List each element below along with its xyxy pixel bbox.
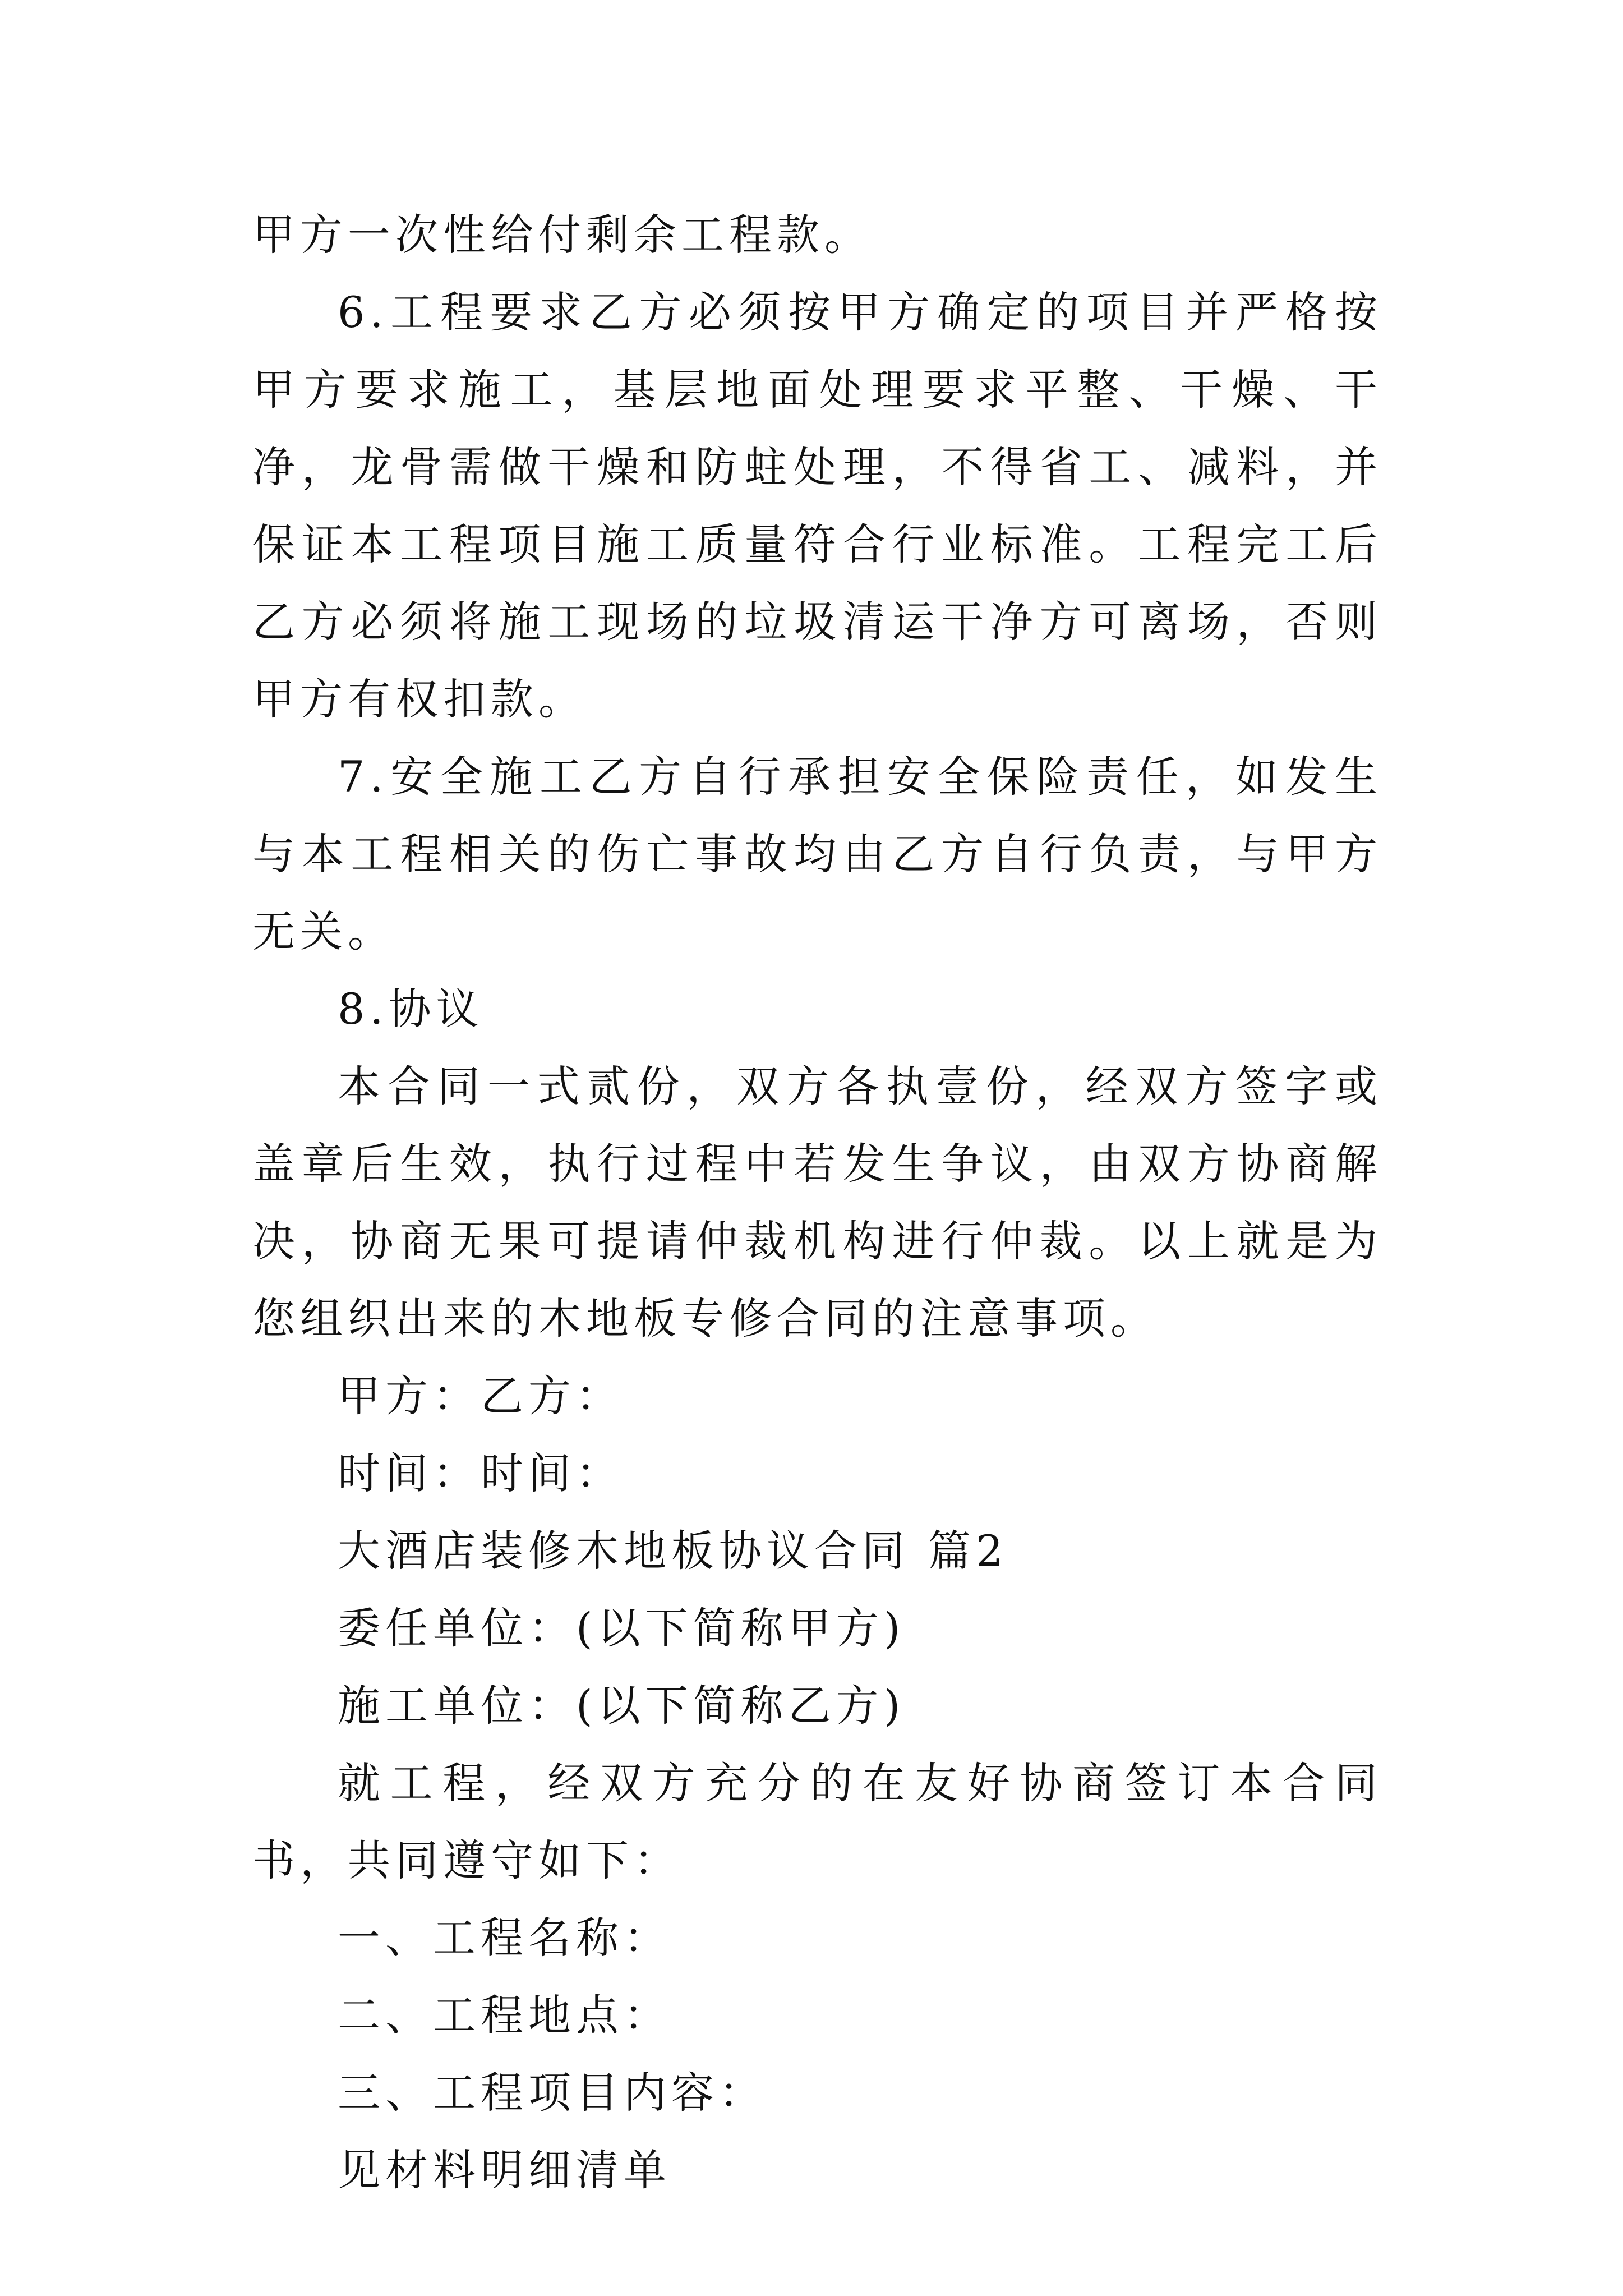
paragraph-construction-party: 施工单位：(以下简称乙方) xyxy=(338,1681,906,1731)
paragraph-item-1-name: 一、工程名称： xyxy=(338,1913,671,1963)
paragraph-material-list: 见材料明细清单 xyxy=(338,2145,671,2195)
section-title-part-2: 大酒店装修木地板协议合同 篇2 xyxy=(338,1526,1008,1576)
document-body xyxy=(252,196,1382,2209)
paragraph-item-3-content: 三、工程项目内容： xyxy=(338,2068,767,2118)
paragraph-payment-balance: 甲方一次性给付剩余工程款。 xyxy=(252,210,872,260)
paragraph-commissioning-party: 委任单位：(以下简称甲方) xyxy=(338,1603,906,1653)
paragraph-dates: 时间：时间： xyxy=(338,1448,624,1498)
paragraph-clause-8-heading: 8.协议 xyxy=(338,984,484,1034)
paragraph-clause-7-safety: 7.安全施工乙方自行承担安全保险责任，如发生与本工程相关的伤亡事故均由乙方自行负责，与甲方无关。 xyxy=(252,752,1382,956)
paragraph-clause-6-requirements: 6.工程要求乙方必须按甲方确定的项目并严格按甲方要求施工，基层地面处理要求平整、干燥、干净，龙骨需做干燥和防蛀处理，不得省工、减料，并保证本工程项目施工质量符合行业标准。工程完工后乙方必须将施工现场的垃圾清运干净方可离场，否则甲方有权扣款。 xyxy=(252,287,1382,724)
paragraph-agreement-terms: 本合同一式贰份，双方各执壹份，经双方签字或盖章后生效，执行过程中若发生争议，由双方协商解决，协商无果可提请仲裁机构进行仲裁。以上就是为您组织出来的木地板专修合同的注意事项。 xyxy=(252,1061,1382,1343)
paragraph-item-2-location: 二、工程地点： xyxy=(338,1990,671,2040)
paragraph-preamble: 就工程，经双方充分的在友好协商签订本合同书，共同遵守如下： xyxy=(252,1758,1382,1885)
paragraph-signatures: 甲方：乙方： xyxy=(338,1371,624,1421)
